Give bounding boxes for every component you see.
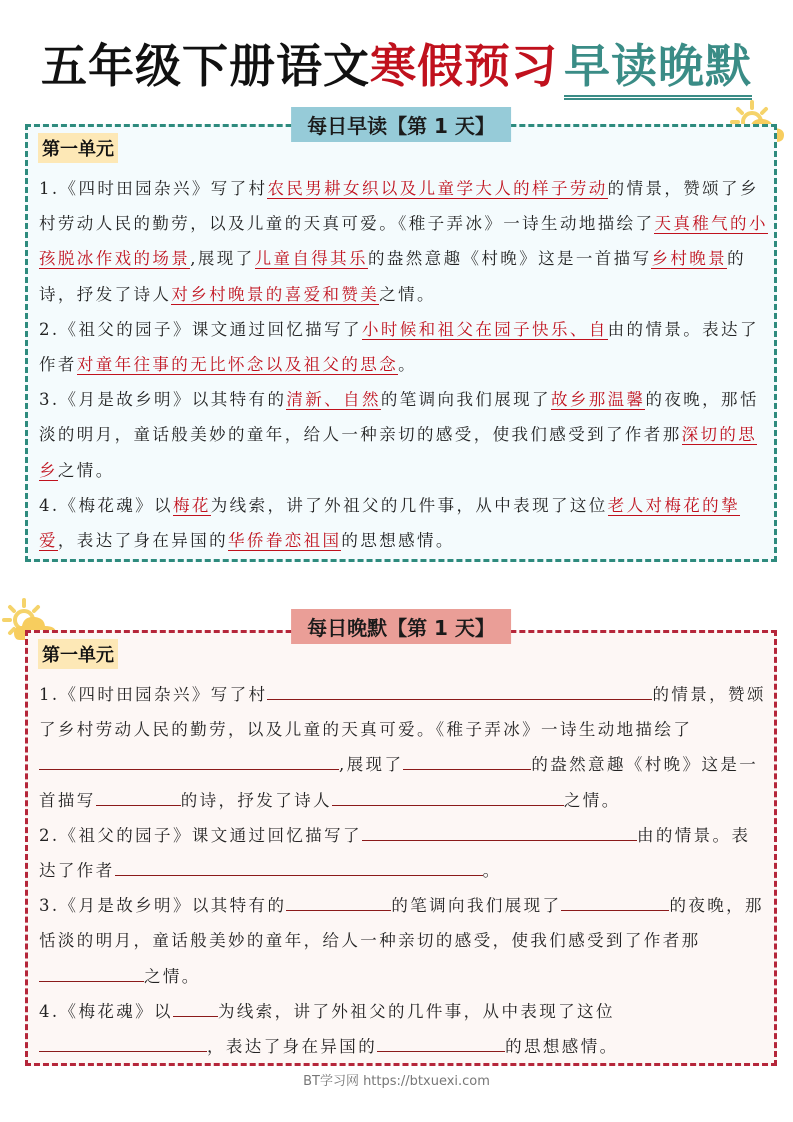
text-segment: 4.《梅花魂》以 [39,495,173,515]
text-segment: 由的情景。表达了作者 [39,319,759,375]
text-segment: 。 [482,861,502,881]
fill-blank[interactable] [39,1033,207,1052]
text-segment: 1.《四时田园杂兴》写了村 [39,179,268,198]
answer-text: 农民男耕女织以及儿童学大人的样子劳动 [267,179,608,198]
text-segment: 之情。 [57,460,115,480]
text-segment: 的盎然意趣《村晚》这是一首描写 [367,249,652,269]
morning-banner: 每日早读【第 1 天】 [291,107,511,142]
text-segment: 的情景，赞颂了乡村劳动人民的勤劳，以及儿童的天真可爱。《稚子弄冰》一诗生动地描绘了 [39,179,759,234]
fill-blank[interactable] [332,787,564,806]
text-segment: 的夜晚，那恬淡的明月，童话般美妙的童年，给人一种亲切的感受，使我们感受到了作者那 [39,390,759,445]
fill-blank[interactable] [39,963,144,982]
answer-text: 对童年往事的无比怀念以及祖父的思念 [76,355,399,375]
text-segment: 的夜晚，那恬淡的明月，童话般美妙的童年，给人一种亲切的感受，使我们感受到了作者那 [39,896,764,951]
answer-text: 对乡村晚景的喜爱和赞美 [171,284,380,304]
list-item [39,677,769,818]
page-title [0,38,793,94]
text-segment: 3.《月是故乡明》以其特有的 [39,390,287,410]
fill-blank[interactable] [403,751,531,770]
list-item [39,171,769,312]
text-segment: 的思想感情。 [341,531,455,551]
morning-body-text [39,171,769,558]
text-segment: 的诗，抒发了诗人 [180,790,332,810]
answer-text: 乡村晚景 [651,249,728,269]
text-segment: ,展现了 [190,249,255,269]
text-segment: 之情。 [563,790,621,810]
footer-watermark: BT学习网 https://btxuexi.com [303,1074,490,1089]
answer-text: 小时候和祖父在园子快乐、自 [361,319,608,339]
fill-blank[interactable] [362,822,637,841]
evening-body-text [39,677,769,1064]
fill-blank[interactable] [96,787,181,806]
fill-blank[interactable] [377,1033,505,1052]
text-segment: 的思想感情。 [505,1037,619,1057]
text-segment: 为线索，讲了外祖父的几件事，从中表现了这位 [217,1001,615,1021]
text-segment: 2.《祖父的园子》课文通过回忆描写了 [39,319,362,339]
list-item [39,888,769,994]
fill-blank[interactable] [267,681,652,700]
text-segment: ，表达了身在异国的 [207,1037,378,1057]
text-segment: 2.《祖父的园子》课文通过回忆描写了 [39,825,362,845]
fill-blank[interactable] [286,892,391,911]
unit-label: 第一单元 [38,133,118,163]
list-item [39,994,769,1064]
evening-banner: 每日晚默【第 1 天】 [291,609,511,644]
fill-blank[interactable] [561,892,669,911]
text-segment: 3.《月是故乡明》以其特有的 [39,896,287,916]
evening-dictation-section [25,616,777,1066]
answer-text: 故乡那温馨 [550,390,646,410]
text-segment: 由的情景。表达了作者 [39,825,751,881]
title-grade: 五年级下册语文 [41,39,370,93]
text-segment: 。 [398,355,418,375]
list-item [39,312,769,382]
text-segment: 4.《梅花魂》以 [39,1001,173,1021]
list-item [39,818,769,888]
answer-text: 梅花 [172,495,211,515]
text-segment: 的情景，赞颂了乡村劳动人民的勤劳，以及儿童的天真可爱。《稚子弄冰》一诗生动地描绘了 [39,685,766,740]
list-item [39,488,769,558]
text-segment: 之情。 [379,284,436,304]
text-segment: ，表达了身在异国的 [57,531,229,551]
title-holiday: 寒假预习 [370,39,558,93]
answer-text: 儿童自得其乐 [254,249,368,269]
text-segment: 的笔调向我们展现了 [391,896,562,916]
title-reading: 早读晚默 [564,39,752,100]
morning-reading-section [25,114,777,562]
text-segment: 1.《四时田园杂兴》写了村 [39,685,268,704]
text-segment: 的笔调向我们展现了 [380,390,551,410]
fill-blank[interactable] [173,998,218,1017]
text-segment: 的盎然意趣《村晚》这是一首描写 [39,755,759,810]
text-segment: 为线索，讲了外祖父的几件事，从中表现了这位 [210,495,608,515]
fill-blank[interactable] [115,857,483,876]
text-segment: 之情。 [144,966,201,986]
text-segment: 的诗，抒发了诗人 [39,249,746,304]
answer-text: 老人对梅花的挚爱 [39,495,740,551]
text-segment: ,展现了 [339,755,404,775]
list-item [39,382,769,488]
answer-text: 华侨眷恋祖国 [228,531,342,551]
answer-text: 深切的思乡 [39,425,758,480]
fill-blank[interactable] [39,751,339,770]
answer-text: 天真稚气的小孩脱冰作戏的场景 [39,214,768,269]
unit-label: 第一单元 [38,639,118,669]
answer-text: 清新、自然 [286,390,381,410]
